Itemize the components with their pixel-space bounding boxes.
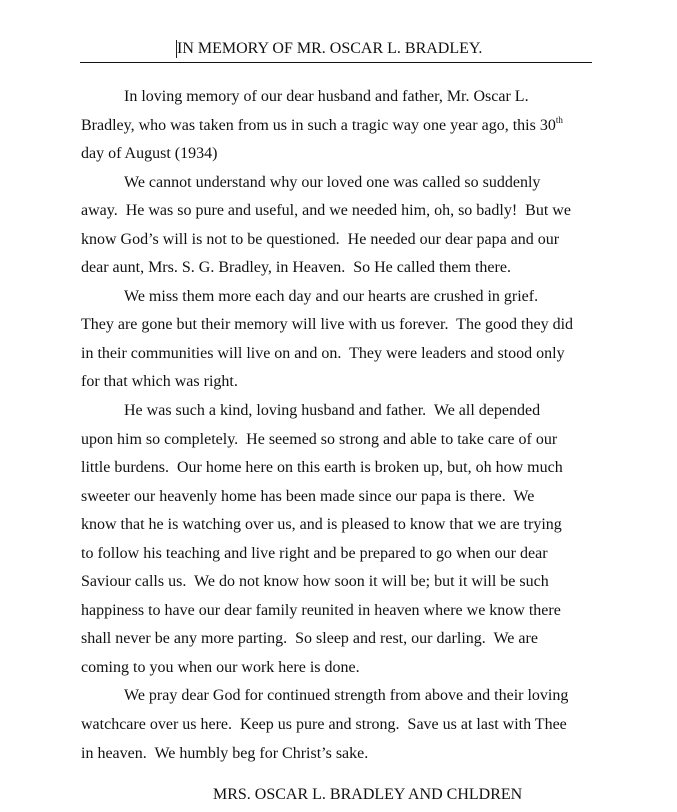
text-line-content: Bradley, who was taken from us in such a tragic way one year ago, this 30: [81, 116, 556, 134]
text-line: away. He was so pure and useful, and we needed him, oh, so badly! But we: [81, 202, 571, 220]
document-body: [81, 83, 601, 768]
text-line: [81, 112, 601, 141]
text-line: We pray dear God for continued strength from above and their loving: [124, 687, 569, 705]
signature: MRS. OSCAR L. BRADLEY AND CHLDREN: [213, 786, 523, 803]
text-line: We cannot understand why our loved one was called so suddenly: [124, 173, 541, 191]
text-line: to follow his teaching and live right and be prepared to go when our dear: [81, 544, 548, 562]
text-line: watchcare over us here. Keep us pure and strong. Save us at last with Thee: [81, 716, 567, 734]
text-line: They are gone but their memory will live with us forever. The good they did: [81, 316, 574, 334]
paragraph-5: [81, 682, 601, 768]
text-line: know that he is watching over us, and is pleased to know that we are trying: [81, 516, 562, 534]
text-line: little burdens. Our home here on this earth is broken up, but, oh how much: [81, 459, 563, 477]
text-line: happiness to have our dear family reunited in heaven where we know there: [81, 601, 561, 619]
text-line: know God’s will is not to be questioned. He needed our dear papa and our: [81, 230, 560, 248]
text-line: Saviour calls us. We do not know how soon it will be; but it will be such: [81, 573, 549, 591]
text-line: day of August (1934): [81, 145, 218, 163]
text-line: in heaven. We humbly beg for Christ’s sake.: [81, 744, 369, 762]
text-line: We miss them more each day and our hearts are crushed in grief.: [124, 287, 539, 305]
text-line: In loving memory of our dear husband and father, Mr. Oscar L.: [124, 88, 529, 105]
text-line: upon him so completely. He seemed so strong and able to take care of our: [81, 430, 558, 448]
ordinal-suffix: th: [555, 114, 563, 125]
paragraph-1: [81, 83, 601, 169]
text-line: dear aunt, Mrs. S. G. Bradley, in Heaven. So He called them there.: [81, 259, 511, 277]
text-line: He was such a kind, loving husband and father. We all depended: [124, 402, 541, 420]
paragraph-2: [81, 169, 601, 283]
text-line: coming to you when our work here is done.: [81, 658, 360, 676]
text-line: sweeter our heavenly home has been made since our papa is there. We: [81, 487, 535, 505]
text-line: shall never be any more parting. So sleep and rest, our darling. We are: [81, 630, 538, 648]
paragraph-4: [81, 397, 601, 682]
text-line: for that which was right.: [81, 373, 238, 391]
document-title: IN MEMORY OF MR. OSCAR L. BRADLEY.: [177, 40, 483, 57]
paragraph-3: [81, 283, 601, 397]
text-line: in their communities will live on and on. They were leaders and stood only: [81, 344, 565, 362]
title-underline: [80, 62, 592, 63]
